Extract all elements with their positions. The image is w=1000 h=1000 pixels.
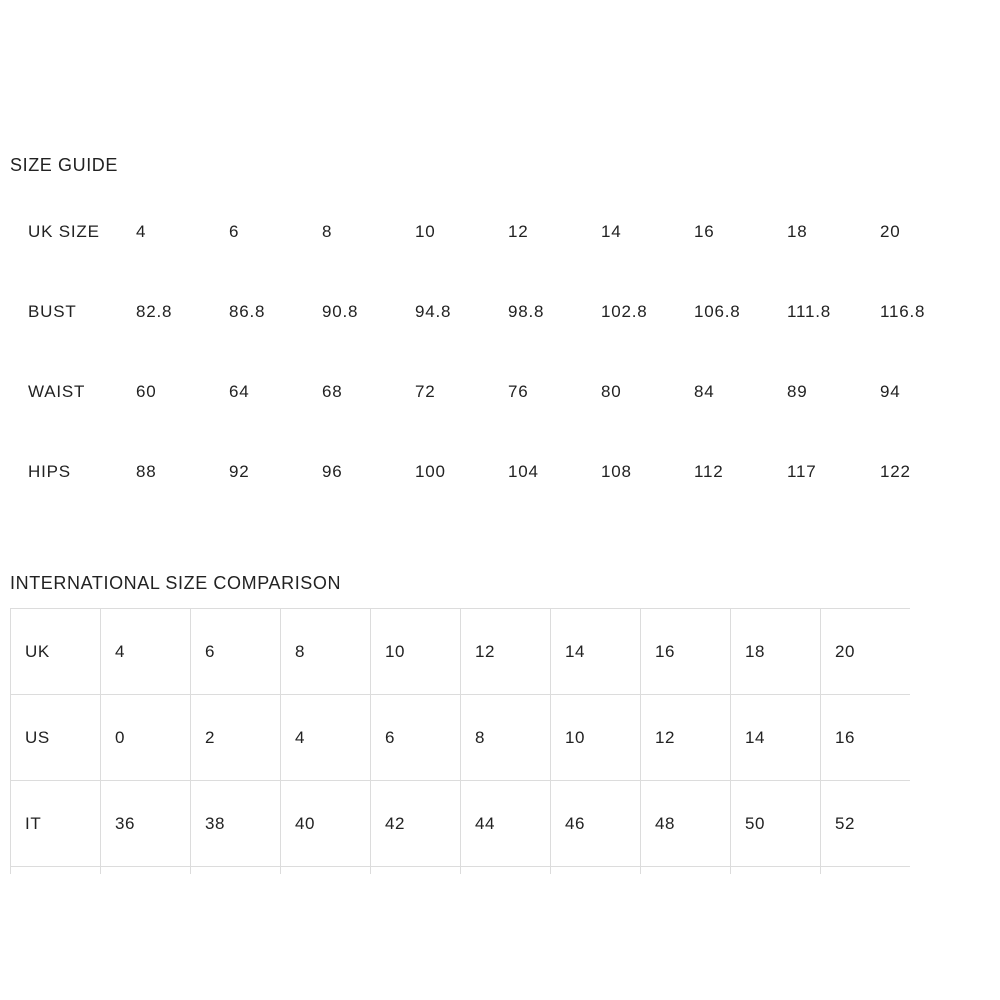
table-row xyxy=(18,272,973,352)
table-cell: 16 xyxy=(821,695,911,781)
table-cell: 6 xyxy=(229,222,240,241)
table-cell: 8 xyxy=(322,222,333,241)
table-cell-empty xyxy=(731,867,821,875)
table-cell-empty xyxy=(461,867,551,875)
table-cell: 6 xyxy=(191,609,281,695)
table-row-cutoff xyxy=(11,867,911,875)
table-row xyxy=(11,695,911,781)
table-cell: 117 xyxy=(787,462,817,481)
table-cell: 86.8 xyxy=(229,302,266,321)
table-cell: 80 xyxy=(601,382,622,401)
table-cell: 0 xyxy=(101,695,191,781)
table-cell: 46 xyxy=(551,781,641,867)
table-row xyxy=(18,432,973,512)
table-cell: 112 xyxy=(694,462,724,481)
table-cell: 18 xyxy=(787,222,808,241)
table-cell-empty xyxy=(101,867,191,875)
table-cell: 6 xyxy=(371,695,461,781)
table-cell: 122 xyxy=(880,462,911,481)
table-cell: 48 xyxy=(641,781,731,867)
table-cell: 12 xyxy=(641,695,731,781)
table-cell: 90.8 xyxy=(322,302,359,321)
table-cell-empty xyxy=(191,867,281,875)
table-cell: 106.8 xyxy=(694,302,741,321)
table-cell-empty xyxy=(551,867,641,875)
table-cell: 16 xyxy=(641,609,731,695)
row-label-it: IT xyxy=(11,781,101,867)
table-cell: 96 xyxy=(322,462,343,481)
international-size-table xyxy=(10,608,910,874)
table-cell: 12 xyxy=(508,222,529,241)
international-size-title: INTERNATIONAL SIZE COMPARISON xyxy=(10,573,342,593)
row-label-waist: WAIST xyxy=(28,382,86,401)
table-cell: 76 xyxy=(508,382,529,401)
table-cell: 116.8 xyxy=(880,302,926,321)
table-cell: 14 xyxy=(731,695,821,781)
table-row xyxy=(11,609,911,695)
table-cell: 20 xyxy=(880,222,901,241)
row-label-us: US xyxy=(11,695,101,781)
table-cell: 4 xyxy=(281,695,371,781)
table-cell: 4 xyxy=(136,222,147,241)
table-cell: 111.8 xyxy=(787,302,832,321)
table-cell: 36 xyxy=(101,781,191,867)
table-cell-empty xyxy=(641,867,731,875)
size-guide-table xyxy=(18,192,973,512)
table-cell: 4 xyxy=(101,609,191,695)
table-cell-empty xyxy=(821,867,911,875)
table-cell: 10 xyxy=(551,695,641,781)
table-cell: 50 xyxy=(731,781,821,867)
table-cell: 16 xyxy=(694,222,715,241)
table-cell: 72 xyxy=(415,382,436,401)
table-cell: 8 xyxy=(461,695,551,781)
table-cell: 92 xyxy=(229,462,250,481)
table-cell: 64 xyxy=(229,382,250,401)
table-cell: 60 xyxy=(136,382,157,401)
table-cell: 18 xyxy=(731,609,821,695)
table-cell: 89 xyxy=(787,382,808,401)
table-cell: 98.8 xyxy=(508,302,545,321)
table-cell: 68 xyxy=(322,382,343,401)
row-label-bust: BUST xyxy=(28,302,77,321)
table-cell: 94 xyxy=(880,382,901,401)
table-cell: 42 xyxy=(371,781,461,867)
table-cell: 10 xyxy=(371,609,461,695)
table-cell-empty xyxy=(371,867,461,875)
table-cell: 40 xyxy=(281,781,371,867)
table-row xyxy=(18,352,973,432)
table-cell: 44 xyxy=(461,781,551,867)
table-row xyxy=(11,781,911,867)
table-row xyxy=(18,192,973,272)
row-label-uk: UK xyxy=(11,609,101,695)
table-cell-empty xyxy=(281,867,371,875)
table-cell: 102.8 xyxy=(601,302,648,321)
table-cell: 14 xyxy=(551,609,641,695)
table-cell: 84 xyxy=(694,382,715,401)
table-cell-empty xyxy=(11,867,101,875)
size-guide-title: SIZE GUIDE xyxy=(10,155,119,175)
table-cell: 14 xyxy=(601,222,622,241)
table-cell: 88 xyxy=(136,462,157,481)
international-table-container xyxy=(10,608,910,874)
table-cell: 12 xyxy=(461,609,551,695)
table-cell: 10 xyxy=(415,222,436,241)
table-cell: 20 xyxy=(821,609,911,695)
table-cell: 52 xyxy=(821,781,911,867)
row-label-uk-size: UK SIZE xyxy=(28,222,100,241)
table-cell: 94.8 xyxy=(415,302,452,321)
row-label-hips: HIPS xyxy=(28,462,71,481)
table-cell: 100 xyxy=(415,462,446,481)
table-cell: 2 xyxy=(191,695,281,781)
table-cell: 104 xyxy=(508,462,539,481)
table-cell: 38 xyxy=(191,781,281,867)
table-cell: 108 xyxy=(601,462,632,481)
table-cell: 82.8 xyxy=(136,302,173,321)
table-cell: 8 xyxy=(281,609,371,695)
